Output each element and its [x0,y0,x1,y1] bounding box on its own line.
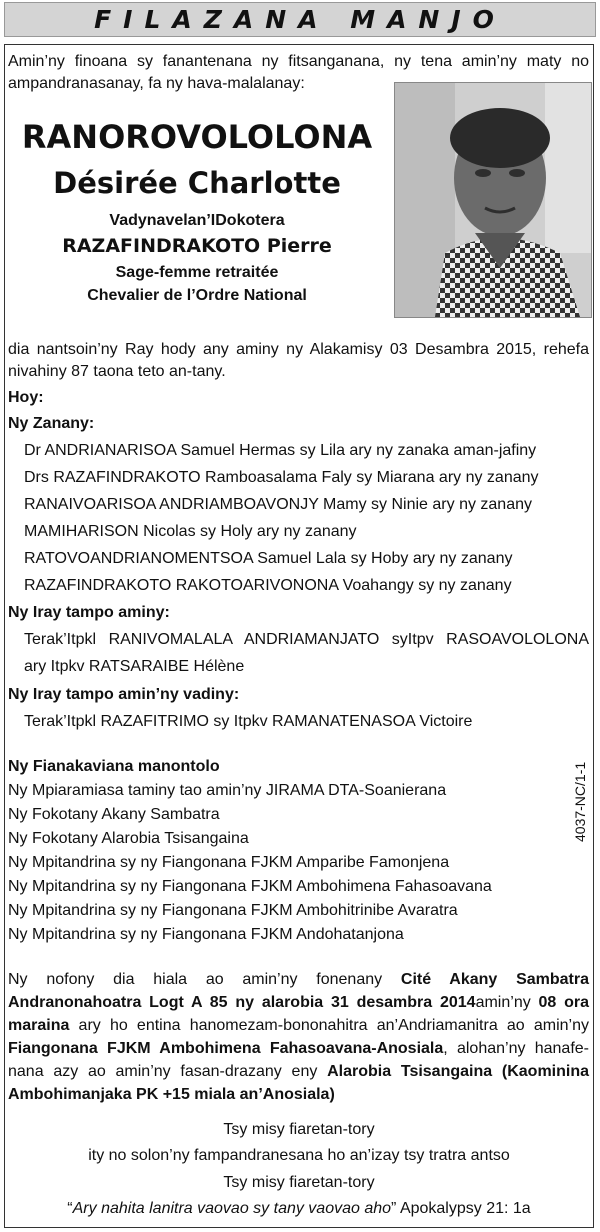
death-line-1: dia nantsoin’ny Ray hody any aminy ny Alakamisy 03 Desambra 2015, rehefa [8,341,589,358]
reference-code: 4037-NC/1-1 [572,761,588,842]
intro-line-2: ampandranasanay, fa ny hava-malalanay: [8,75,305,92]
family-item-5: Ny Mpitandrina sy ny Fiangonana FJKM Ambohimena Fahasoavana [8,878,492,895]
title-chevalier: Chevalier de l’Ordre National [87,287,307,304]
funeral-line-6: Ambohimanjaka PK +15 miala an’Anosiala) [8,1086,335,1103]
hoy-label: Hoy: [8,389,44,406]
child-3: RANAIVOARISOA ANDRIAMBOAVONJY Mamy sy Ninie ary ny zanany [24,496,532,513]
siblings-line-1: Terak’Itpkl RANIVOMALALA ANDRIAMANJATO syItpv RASOAVOLOLONA [24,631,589,648]
closing-line-3: Tsy misy fiaretan-tory [223,1174,375,1191]
widow-of-label: Vadynavelan’IDokotera [109,212,285,229]
closing-line-1: Tsy misy fiaretan-tory [223,1121,375,1138]
family-item-3: Ny Fokotany Alarobia Tsisangaina [8,830,249,847]
notice-header: FILAZANA MANJO [4,2,596,37]
family-heading: Ny Fianakaviana manontolo [8,758,220,775]
family-item-1: Ny Mpiaramiasa taminy tao amin’ny JIRAMA DTA-Soanierana [8,782,447,799]
family-item-4: Ny Mpitandrina sy ny Fiangonana FJKM Amparibe Famonjena [8,854,450,871]
child-5: RATOVOANDRIANOMENTSOA Samuel Lala sy Hoby ary ny zanany [24,550,513,567]
bible-quote: “Ary nahita lanitra vaovao sy tany vaovao aho” Apokalypsy 21: 1a [67,1200,531,1217]
funeral-line-5: nana azy ao amin’ny fasan-drazany eny Alarobia Tsisangaina (Kaominina [8,1063,590,1080]
deceased-surname: RANOROVOLOLONA [21,118,373,156]
family-item-6: Ny Mpitandrina sy ny Fiangonana FJKM Ambohitrinibe Avaratra [8,902,458,919]
child-1: Dr ANDRIANARISOA Samuel Hermas sy Lila ary ny zanaka aman-jafiny [24,442,537,459]
family-item-7: Ny Mpitandrina sy ny Fiangonana FJKM Andohatanjona [8,926,404,943]
siblings-line-2: ary Itpkv RATSARAIBE Hélène [24,658,245,675]
family-item-2: Ny Fokotany Akany Sambatra [8,806,220,823]
husband-name: RAZAFINDRAKOTO Pierre [62,235,332,257]
siblings-heading: Ny Iray tampo aminy: [8,604,170,621]
spouse-siblings-line-1: Terak’Itpkl RAZAFITRIMO sy Itpkv RAMANATENASOA Victoire [24,713,473,730]
spouse-siblings-heading: Ny Iray tampo amin’ny vadiny: [8,686,240,703]
intro-line-1: Amin’ny finoana sy fanantenana ny fitsanganana, ny tena amin’ny maty no [8,53,589,70]
funeral-line-1: Ny nofony dia hiala ao amin’ny fonenany Cité Akany Sambatra [8,971,590,988]
funeral-line-3: maraina ary ho entina hanomezam-bononahitra an’Andriamanitra ao amin’ny [8,1017,589,1034]
child-4: MAMIHARISON Nicolas sy Holy ary ny zanany [24,523,357,540]
funeral-line-4: Fiangonana FJKM Ambohimena Fahasoavana-Anosiala, alohan’ny hanafe- [8,1040,589,1057]
children-heading: Ny Zanany: [8,415,95,432]
death-line-2: nivahiny 87 taona teto an-tany. [8,363,226,380]
deceased-photo [394,82,592,318]
child-2: Drs RAZAFINDRAKOTO Ramboasalama Faly sy Miarana ary ny zanany [24,469,539,486]
child-6: RAZAFINDRAKOTO RAKOTOARIVONONA Voahangy sy ny zanany [24,577,512,594]
deceased-given-names: Désirée Charlotte [53,166,341,200]
funeral-line-2: Andranonahoatra Logt A 85 ny alarobia 31 desambra 2014amin’ny 08 ora [8,994,590,1011]
closing-line-2: ity no solon’ny fampandranesana ho an’izay tsy tratra antso [88,1147,510,1164]
title-sage-femme: Sage-femme retraitée [115,264,279,281]
